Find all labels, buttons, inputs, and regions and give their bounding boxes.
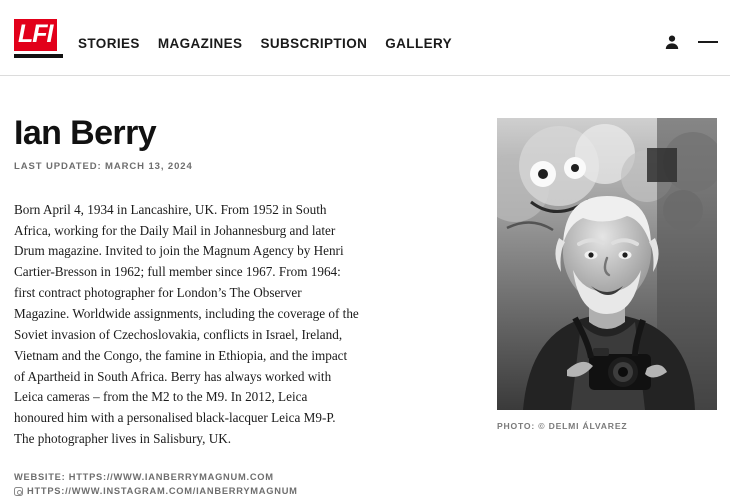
page-title: Ian Berry: [14, 114, 157, 152]
nav-item-magazines[interactable]: MAGAZINES: [157, 36, 243, 51]
main-content: [0, 76, 730, 496]
main-navigation: [78, 36, 452, 51]
logo-text: LFI: [14, 19, 57, 51]
nav-item-stories[interactable]: STORIES: [78, 36, 140, 51]
user-icon[interactable]: [662, 32, 682, 52]
website-link-label: WEBSITE: HTTPS://WWW.IANBERRYMAGNUM.COM: [14, 472, 274, 482]
instagram-link-label: HTTPS://WWW.INSTAGRAM.COM/IANBERRYMAGNUM: [27, 486, 298, 496]
portrait-column: [497, 118, 717, 431]
photo-credit: PHOTO: © DELMI ÁLVAREZ: [497, 421, 628, 431]
site-logo[interactable]: [14, 19, 66, 58]
instagram-link-row[interactable]: [14, 486, 464, 496]
last-updated-label: LAST UPDATED: MARCH 13, 2024: [14, 160, 193, 172]
portrait-photo: [497, 118, 717, 410]
biography-text: Born April 4, 1934 in Lancashire, UK. From 1952 in South Africa, working for the Daily Mail in Johannesburg and later Drum magazine. Invited to join the Magnum Agency by Henri Cartier-Bresson in 1962; full member since 1967. From 1964: first contract photographer for London’s The Observer Magazine. Worldwide assignments, including the coverage of the Soviet invasion of Czechoslovakia, conflicts in Israel, Ireland, Vietnam and the Congo, the famine in Ethiopia, and the impact of Apartheid in South Africa. Berry has always worked with Leica cameras – from the M2 to the M9. In 2012, Leica honoured him with a personalised black-lacquer Leica M9-P. The photographer lives in Salisbury, UK.: [14, 201, 359, 447]
nav-item-gallery[interactable]: GALLERY: [385, 36, 453, 51]
logo-underline: [14, 54, 63, 58]
nav-item-subscription[interactable]: SUBSCRIPTION: [260, 36, 368, 51]
header-actions: [662, 32, 718, 52]
external-links: [14, 472, 464, 496]
website-link-row[interactable]: [14, 472, 464, 482]
instagram-icon: [14, 487, 23, 496]
article-text-column: [14, 116, 464, 500]
hamburger-menu-icon[interactable]: [698, 32, 718, 52]
site-header: [0, 0, 730, 76]
